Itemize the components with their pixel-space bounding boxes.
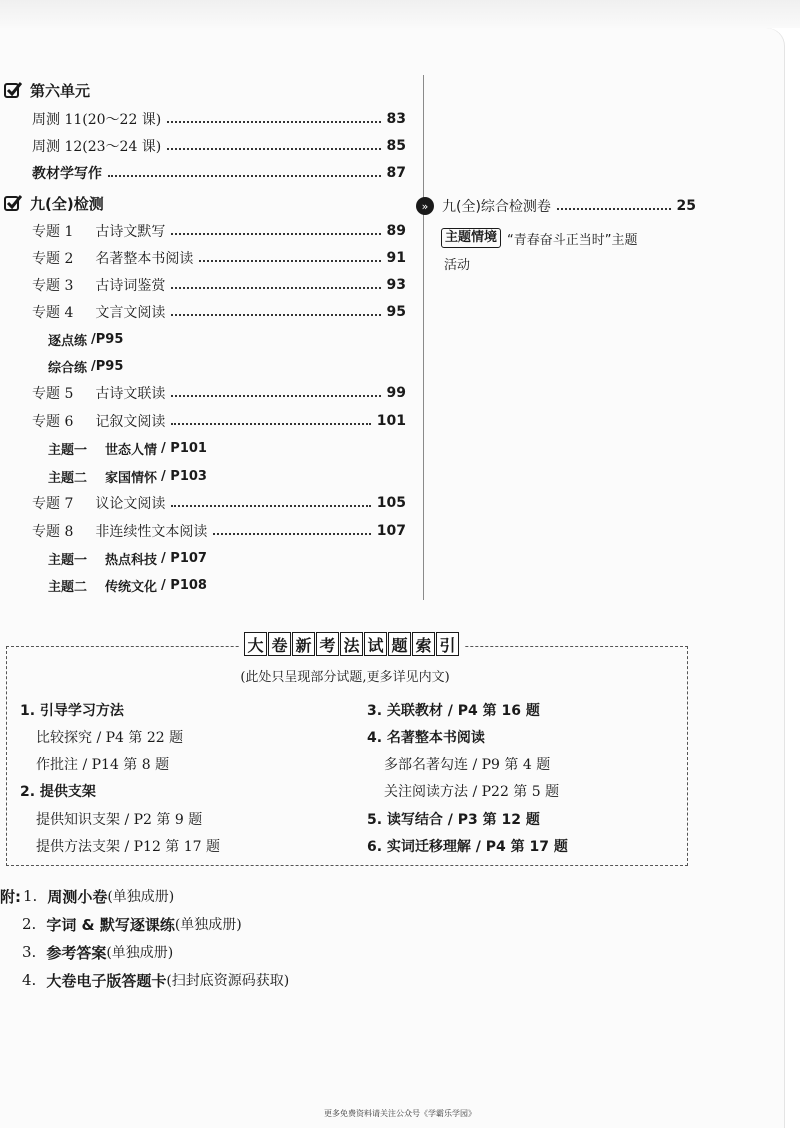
topic-row[interactable] (32, 220, 406, 242)
dot-leader (171, 423, 370, 425)
sub-entry[interactable] (48, 547, 207, 569)
page-number: 87 (386, 165, 406, 181)
topic-row[interactable] (32, 274, 406, 296)
appendix-item (22, 912, 242, 936)
sub-name: 主题二 (48, 579, 88, 595)
index-item[interactable]: 提供知识支架 / P2 第 9 题 (36, 812, 203, 828)
appendix-title: 字词 & 默写逐课练 (46, 915, 175, 934)
dot-leader (171, 314, 380, 316)
topic-title: 古诗词鉴赏 (95, 278, 166, 294)
title-char: 试 (364, 632, 387, 656)
exam-check-title: 九(全)检测 (30, 194, 104, 213)
appendix-item (22, 968, 289, 992)
appendix-prefix: 附: (0, 887, 21, 906)
title-char: 卷 (268, 632, 291, 656)
toc-row[interactable] (32, 162, 406, 184)
sub-entry[interactable] (48, 465, 207, 487)
topic-row[interactable] (32, 247, 406, 269)
theme-badge: 主题情境 (441, 228, 501, 248)
appendix-num: 1. (23, 887, 38, 905)
appendix-num: 4. (22, 971, 37, 989)
double-arrow-icon: » (416, 197, 434, 215)
topic-code: 专题 8 (32, 524, 74, 540)
sub-name: 主题一 (48, 552, 88, 568)
check-icon (4, 194, 22, 212)
dot-leader (108, 175, 381, 177)
exam-title: 九(全)综合检测卷 (442, 199, 551, 215)
topic-title: 古诗文默写 (95, 224, 166, 240)
dot-leader (171, 505, 370, 507)
page-number: 91 (386, 250, 406, 266)
appendix-item (22, 940, 173, 964)
sub-ref: / P108 (161, 577, 207, 593)
theme-text-continued: 活动 (444, 258, 471, 273)
sub-entry[interactable] (48, 437, 207, 459)
topic-title: 议论文阅读 (95, 496, 166, 512)
unit6-title: 第六单元 (30, 81, 91, 100)
sub-ref: / P107 (161, 550, 207, 566)
dot-leader (213, 533, 370, 535)
toc-label: 周测 11(20～22 课) (32, 112, 162, 128)
sub-entry[interactable] (48, 328, 123, 350)
footer-text: 更多免费资料请关注公众号《学霸乐学园》 (324, 1109, 476, 1118)
title-char: 考 (316, 632, 339, 656)
appendix-num: 2. (22, 915, 37, 933)
page-number: 83 (386, 111, 406, 127)
index-item[interactable]: 多部名著勾连 / P9 第 4 题 (384, 757, 551, 773)
appendix-note: (单独成册) (107, 889, 175, 905)
dot-leader (167, 148, 380, 150)
exam-check-heading (4, 192, 104, 214)
sub-ref: /P95 (91, 331, 124, 347)
dot-leader (171, 287, 380, 289)
dot-leader (557, 208, 671, 210)
sub-ref: / P103 (161, 468, 207, 484)
title-char: 法 (340, 632, 363, 656)
topic-row[interactable] (32, 410, 406, 432)
topic-row[interactable] (32, 520, 406, 542)
page-number: 99 (386, 385, 406, 401)
appendix-note: (单独成册) (174, 917, 242, 933)
check-icon (4, 81, 22, 99)
index-item[interactable]: 关注阅读方法 / P22 第 5 题 (384, 784, 560, 800)
theme-context (441, 227, 711, 249)
page-number: 95 (386, 304, 406, 320)
page-number: 85 (386, 138, 406, 154)
toc-label: 教材学写作 (32, 166, 102, 182)
topic-title: 记叙文阅读 (95, 414, 166, 430)
topic-code: 专题 7 (32, 496, 74, 512)
topic-row[interactable] (32, 301, 406, 323)
index-item[interactable]: 作批注 / P14 第 8 题 (36, 757, 170, 773)
topic-title: 古诗文联读 (95, 386, 166, 402)
sub-theme: 传统文化 (105, 579, 158, 595)
page-number: 89 (386, 223, 406, 239)
toc-row[interactable] (32, 135, 406, 157)
title-char: 大 (244, 632, 267, 656)
index-item[interactable]: 5. 读写结合 / P3 第 12 题 (367, 812, 540, 828)
sub-entry[interactable] (48, 574, 207, 596)
sub-theme: 家国情怀 (105, 470, 158, 486)
appendix-item (0, 884, 174, 908)
topic-code: 专题 6 (32, 414, 74, 430)
title-char: 索 (412, 632, 435, 656)
topic-code: 专题 2 (32, 251, 74, 267)
topic-code: 专题 4 (32, 305, 74, 321)
index-item: 1. 引导学习方法 (20, 703, 124, 719)
dot-leader (167, 121, 380, 123)
topic-code: 专题 1 (32, 224, 74, 240)
unit6-heading (4, 79, 90, 101)
dot-leader (171, 233, 380, 235)
dot-leader (199, 260, 380, 262)
page-number: 105 (376, 495, 406, 511)
title-char: 新 (292, 632, 315, 656)
title-char: 题 (388, 632, 411, 656)
toc-row[interactable] (32, 108, 406, 130)
topic-row[interactable] (32, 382, 406, 404)
appendix-title: 周测小卷 (47, 887, 108, 906)
appendix-title: 参考答案 (46, 943, 107, 962)
index-item[interactable]: 3. 关联教材 / P4 第 16 题 (367, 703, 540, 719)
index-item[interactable]: 6. 实词迁移理解 / P4 第 17 题 (367, 839, 568, 855)
page-number: 107 (376, 523, 406, 539)
page-number: 25 (676, 198, 696, 214)
index-item: 2. 提供支架 (20, 784, 96, 800)
page-number: 101 (376, 413, 406, 429)
page-top-edge (0, 0, 800, 28)
dot-leader (171, 395, 380, 397)
sub-name: 逐点练 (48, 333, 88, 349)
topic-title: 文言文阅读 (95, 305, 166, 321)
sub-name: 综合练 (48, 360, 88, 376)
sub-name: 主题一 (48, 442, 88, 458)
comprehensive-exam-entry[interactable] (416, 194, 696, 218)
appendix-note: (单独成册) (106, 945, 174, 961)
index-note: (此处只呈现部分试题,更多详见内文) (240, 670, 450, 685)
index-item[interactable]: 比较探究 / P4 第 22 题 (36, 730, 184, 746)
topic-code: 专题 5 (32, 386, 74, 402)
topic-code: 专题 3 (32, 278, 74, 294)
appendix-num: 3. (22, 943, 37, 961)
sub-name: 主题二 (48, 470, 88, 486)
appendix-title: 大卷电子版答题卡 (46, 971, 167, 990)
topic-title: 名著整本书阅读 (95, 251, 194, 267)
sub-theme: 世态人情 (105, 442, 158, 458)
sub-entry[interactable] (48, 355, 123, 377)
index-title (240, 632, 464, 660)
topic-title: 非连续性文本阅读 (95, 524, 208, 540)
column-divider (423, 75, 424, 600)
topic-row[interactable] (32, 492, 406, 514)
index-item: 4. 名著整本书阅读 (367, 730, 485, 746)
sub-ref: /P95 (91, 358, 124, 374)
toc-label: 周测 12(23～24 课) (32, 139, 162, 155)
theme-text: “青春奋斗正当时”主题 (507, 232, 638, 248)
index-item[interactable]: 提供方法支架 / P12 第 17 题 (36, 839, 221, 855)
title-char: 引 (436, 632, 459, 656)
sub-theme: 热点科技 (105, 552, 158, 568)
sub-ref: / P101 (161, 440, 207, 456)
page-number: 93 (386, 277, 406, 293)
appendix-note: (扫封底资源码获取) (166, 973, 290, 989)
